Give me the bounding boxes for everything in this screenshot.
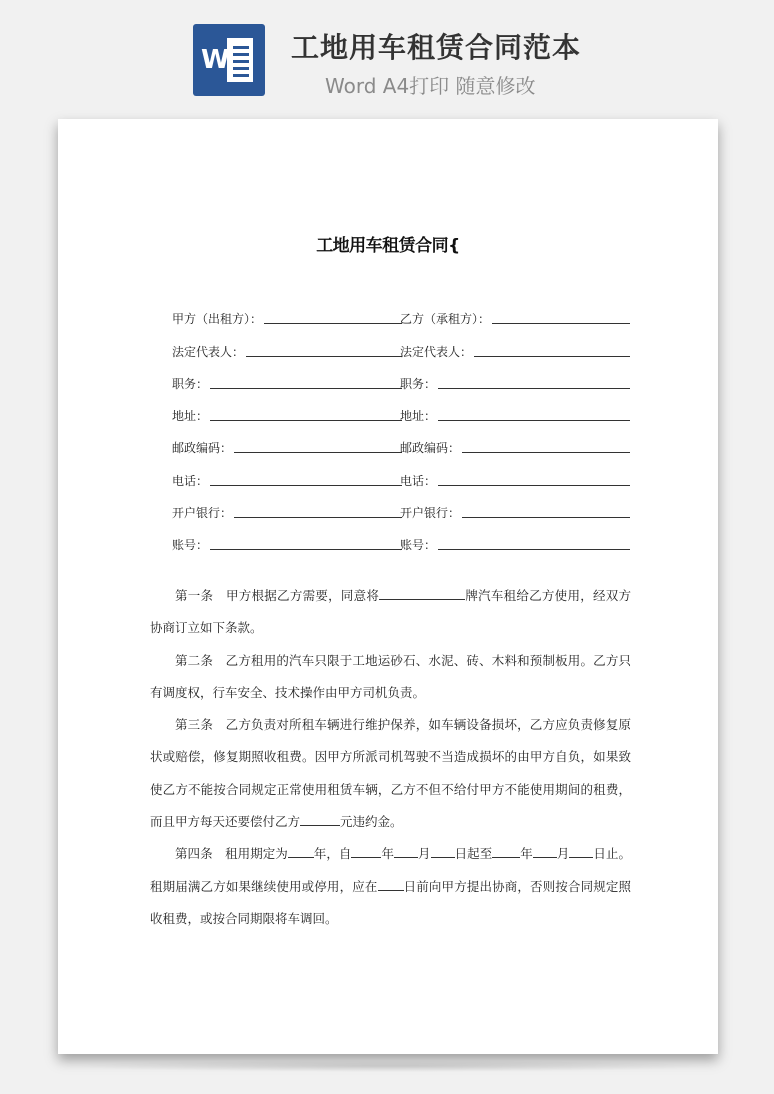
fill-blank <box>438 548 630 550</box>
banner-subtitle: Word A4打印 随意修改 <box>325 74 536 98</box>
fill-blank <box>210 484 402 486</box>
fill-blank <box>462 516 630 518</box>
fill-blank <box>234 451 402 453</box>
party-b-field: 电话： <box>400 456 630 488</box>
fill-blank <box>474 355 630 357</box>
fill-blank <box>533 843 557 858</box>
page-shadow <box>70 1060 710 1072</box>
fill-blank <box>431 843 455 858</box>
party-a-field: 地址： <box>172 392 402 424</box>
party-a-block <box>172 295 402 553</box>
party-a-field: 电话： <box>172 456 402 488</box>
fill-blank <box>569 843 593 858</box>
fill-blank <box>378 876 404 891</box>
fill-blank <box>462 451 630 453</box>
party-b-block <box>400 295 630 553</box>
party-a-field: 甲方（出租方）： <box>172 295 402 327</box>
fill-blank <box>492 843 520 858</box>
party-b-field: 开户银行： <box>400 489 630 521</box>
fill-blank <box>394 843 418 858</box>
article-3: 第三条 乙方负责对所租车辆进行维护保养，如车辆设备损坏，乙方应负责修复原状或赔偿，修复期照收租费。因甲方所派司机驾驶不当造成损坏的由甲方自负，如果致使乙方不能按合同规定正常使用租赁车辆，乙方不但不给付甲方不能使用期间的租费，而且甲方每天还要偿付乙方 元违约金。 <box>150 717 631 830</box>
party-b-field: 地址： <box>400 392 630 424</box>
fill-blank <box>379 585 465 600</box>
party-a-field: 开户银行： <box>172 489 402 521</box>
party-a-field: 账号： <box>172 521 402 553</box>
document-title: 工地用车租赁合同{ <box>316 236 460 256</box>
word-icon <box>193 24 265 96</box>
fill-blank <box>234 516 402 518</box>
fill-blank <box>438 484 630 486</box>
party-a-field: 职务： <box>172 360 402 392</box>
article-4: 第四条 租用期定为 年，自 年 月 日起至 年 月 日止。租期届满乙方如果继续使用或停用，应在 日前向甲方提出协商，否则按合同规定照收租费，或按合同期限将车调回。 <box>150 838 631 935</box>
word-icon-letter: W <box>201 45 230 75</box>
fill-blank <box>210 548 402 550</box>
fill-blank <box>351 843 381 858</box>
party-b-field: 乙方（承租方）： <box>400 295 630 327</box>
fill-blank <box>264 322 402 324</box>
party-b-field: 职务： <box>400 360 630 392</box>
party-a-field: 法定代表人： <box>172 327 402 359</box>
fill-blank <box>300 811 340 826</box>
party-b-field: 账号： <box>400 521 630 553</box>
fill-blank <box>438 419 630 421</box>
header-banner <box>0 0 774 110</box>
fill-blank <box>210 419 402 421</box>
document-page <box>58 119 718 1054</box>
fill-blank <box>492 322 630 324</box>
party-a-field: 邮政编码： <box>172 424 402 456</box>
fill-blank <box>438 387 630 389</box>
fill-blank <box>246 355 402 357</box>
party-b-field: 邮政编码： <box>400 424 630 456</box>
contract-body <box>150 580 631 935</box>
article-2: 第二条 乙方租用的汽车只限于工地运砂石、水泥、砖、木料和预制板用。乙方只有调度权，行车安全、技术操作由甲方司机负责。 <box>150 652 631 700</box>
article-1: 第一条 甲方根据乙方需要，同意将 牌汽车租给乙方使用，经双方协商订立如下条款。 <box>150 580 631 645</box>
fill-blank <box>288 843 314 858</box>
party-b-field: 法定代表人： <box>400 327 630 359</box>
fill-blank <box>210 387 402 389</box>
banner-title: 工地用车租赁合同范本 <box>291 31 582 64</box>
